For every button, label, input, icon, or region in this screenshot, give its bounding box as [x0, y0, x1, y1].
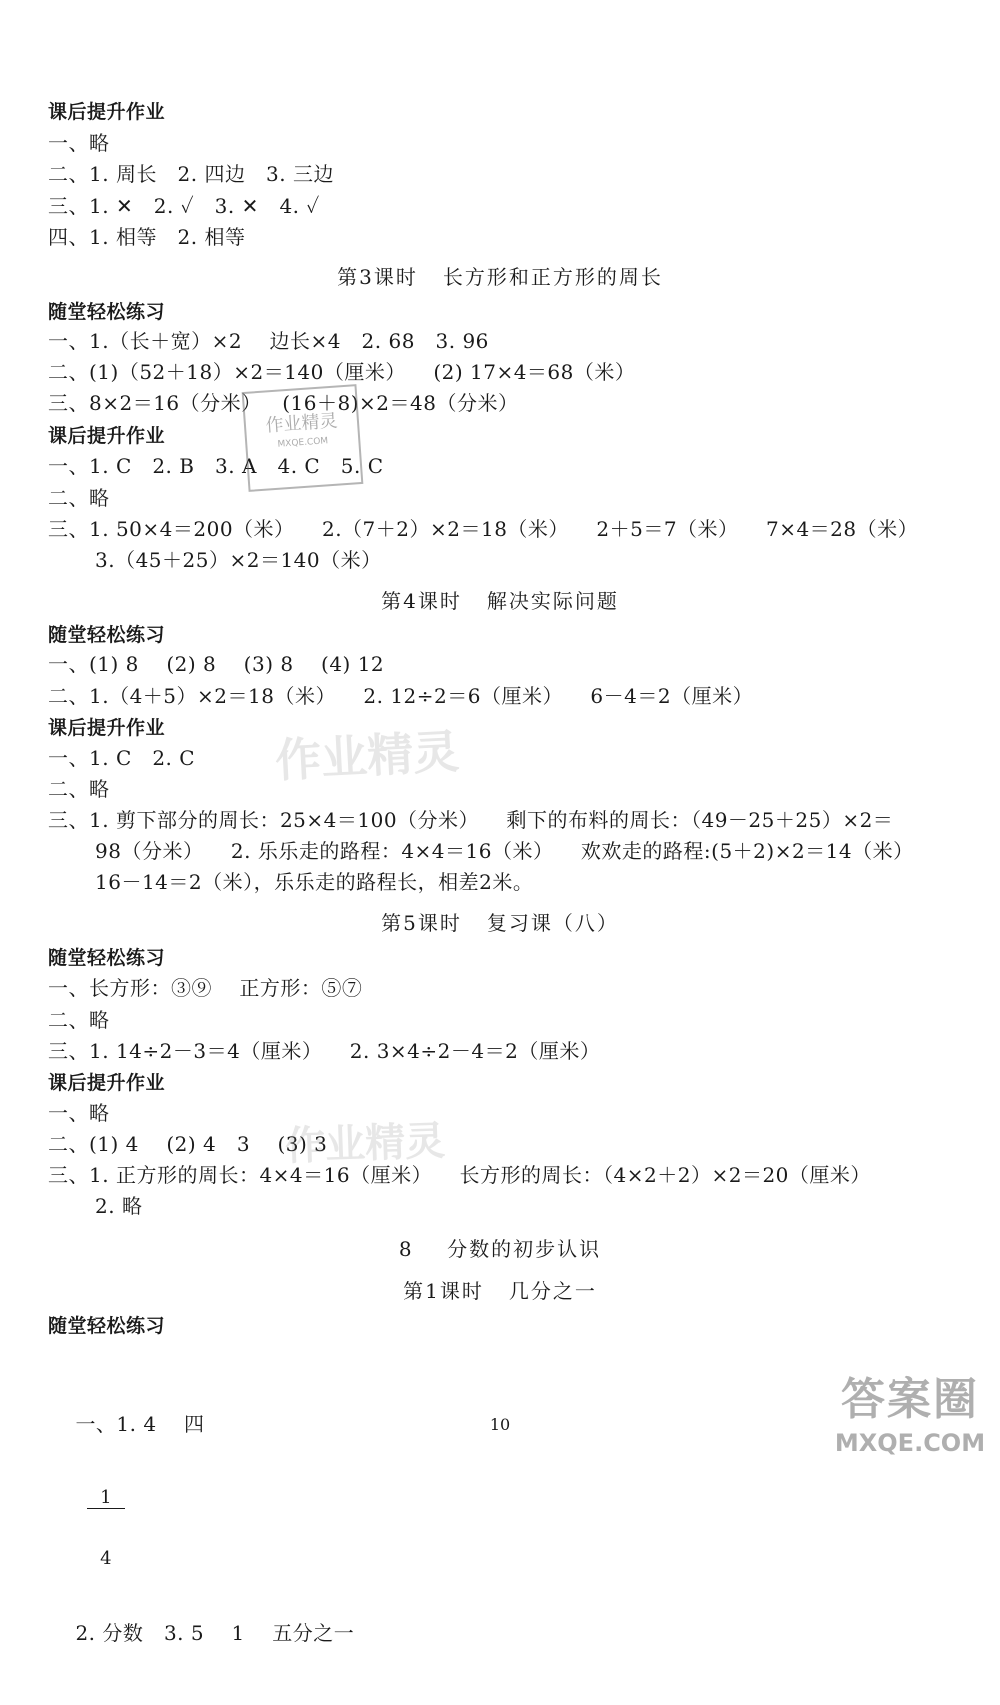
logo-url: MXQE.COM	[834, 1429, 986, 1457]
answer-line: 一、略	[48, 1101, 110, 1125]
watermark-text: 作业精灵	[273, 724, 461, 788]
answer-line: 一、1. C 2. C	[48, 746, 196, 770]
answer-line: 三、8×2＝16（分米） (16＋8)×2＝48（分米）	[48, 391, 519, 415]
lesson-title: 第1课时 几分之一	[403, 1279, 597, 1303]
section-heading: 课后提升作业	[48, 717, 166, 739]
answer-line: 三、1. 50×4＝200（米） 2.（7＋2）×2＝18（米） 2＋5＝7（米） 7×4＝28（米）	[48, 517, 919, 541]
answer-line: 二、(1) 4 (2) 4 3 (3) 3	[48, 1132, 328, 1156]
section-heading: 课后提升作业	[48, 101, 166, 123]
answer-line: 三、1. 14÷2－3＝4（厘米） 2. 3×4÷2－4＝2（厘米）	[48, 1039, 601, 1063]
fraction-numerator: 1	[87, 1488, 124, 1509]
section-heading: 随堂轻松练习	[48, 301, 166, 323]
logo-title: 答案圈	[841, 1374, 979, 1425]
stamp-small-text: MXQE.COM	[277, 436, 329, 450]
section-heading: 随堂轻松练习	[48, 624, 166, 646]
fraction-denominator: 4	[100, 1548, 113, 1569]
answer-line: 三、1. ✕ 2. ✓ 3. ✕ 4. ✓	[48, 194, 320, 218]
answer-line: 一、1.（长＋宽）×2 边长×4 2. 68 3. 96	[48, 329, 489, 353]
lesson-title: 第4课时 解决实际问题	[381, 589, 619, 613]
answer-line: 四、1. 相等 2. 相等	[48, 225, 246, 249]
answer-line: 二、略	[48, 1008, 110, 1032]
page-number: 10	[489, 1415, 511, 1434]
lesson-title: 第5课时 复习课（八）	[381, 911, 619, 935]
section-heading: 随堂轻松练习	[48, 1315, 166, 1337]
answer-line: 16－14＝2（米），乐乐走的路程长，相差2米。	[95, 870, 534, 894]
answer-line: 一、1. C 2. B 3. A 4. C 5. C	[48, 454, 384, 478]
answer-line: 二、1.（4＋5）×2＝18（米） 2. 12÷2＝6（厘米） 6－4＝2（厘米）	[48, 684, 754, 708]
answer-line-with-fraction	[48, 1352, 354, 1705]
answer-line: 一、(1) 8 (2) 8 (3) 8 (4) 12	[48, 652, 385, 676]
site-logo-watermark	[826, 1372, 994, 1467]
answer-suffix: 2. 分数 3. 5 1 五分之一	[75, 1621, 355, 1645]
answer-line: 一、略	[48, 131, 110, 155]
watermark-stamp	[242, 384, 364, 492]
section-heading: 课后提升作业	[48, 425, 166, 447]
lesson-title: 第3课时 长方形和正方形的周长	[337, 265, 663, 289]
answer-line: 二、1. 周长 2. 四边 3. 三边	[48, 162, 334, 186]
answer-line: 三、1. 正方形的周长：4×4＝16（厘米） 长方形的周长：（4×2＋2）×2＝20（厘米）	[48, 1163, 871, 1187]
answer-line: 二、(1)（52＋18）×2＝140（厘米） (2) 17×4＝68（米）	[48, 360, 636, 384]
answer-line: 二、略	[48, 777, 110, 801]
answer-line: 二、略	[48, 486, 110, 510]
answer-line: 98（分米） 2. 乐乐走的路程：4×4＝16（米） 欢欢走的路程:(5＋2)×2＝14（米）	[95, 839, 914, 863]
answer-line: 3.（45＋25）×2＝140（米）	[95, 548, 382, 572]
watermark-text: 作业精灵	[284, 1118, 446, 1170]
unit-title: 8 分数的初步认识	[398, 1237, 602, 1261]
answer-line: 一、长方形：③⑨ 正方形：⑤⑦	[48, 976, 363, 1000]
answer-line: 三、1. 剪下部分的周长：25×4＝100（分米） 剩下的布料的周长：（49－25＋25）×2＝	[48, 808, 894, 832]
answer-prefix: 一、1. 4 四	[75, 1412, 205, 1436]
fraction	[87, 1448, 124, 1609]
section-heading: 随堂轻松练习	[48, 947, 166, 969]
stamp-text: 作业精灵	[264, 410, 339, 437]
section-heading: 课后提升作业	[48, 1072, 166, 1094]
answer-line: 2. 略	[95, 1194, 143, 1218]
